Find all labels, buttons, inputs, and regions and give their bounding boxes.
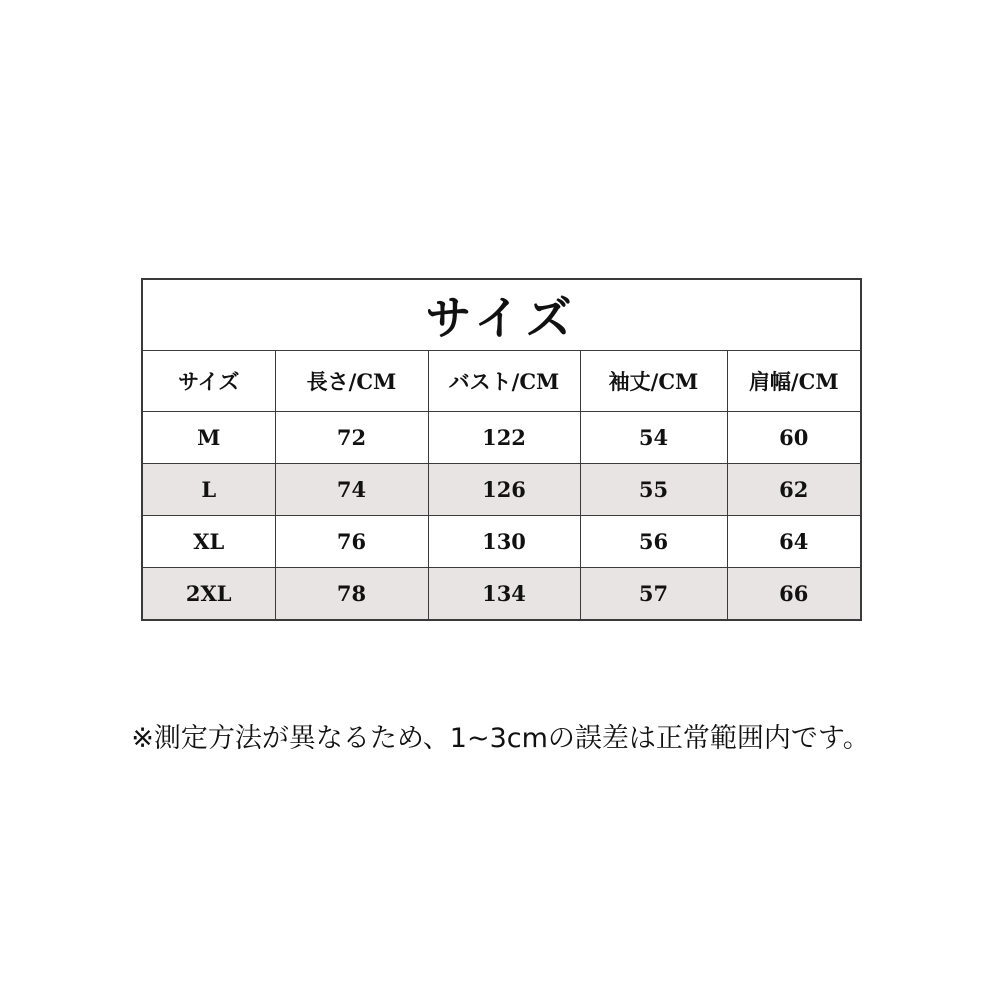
table-row: [142, 516, 861, 568]
measurement-note: ※測定方法が異なるため、1~3cmの誤差は正常範囲内です。: [131, 723, 870, 754]
cell-length: 74: [275, 464, 428, 516]
cell-bust: 134: [428, 568, 580, 621]
cell-length: 78: [275, 568, 428, 621]
cell-bust: 122: [428, 412, 580, 464]
cell-sleeve: 56: [580, 516, 727, 568]
cell-bust: 126: [428, 464, 580, 516]
header-length: 長さ/CM: [275, 351, 428, 412]
table-row: [142, 412, 861, 464]
cell-size: 2XL: [142, 568, 275, 621]
header-shoulder: 肩幅/CM: [727, 351, 861, 412]
header-size: サイズ: [142, 351, 275, 412]
cell-shoulder: 62: [727, 464, 861, 516]
header-bust: バスト/CM: [428, 351, 580, 412]
table-row: [142, 464, 861, 516]
cell-sleeve: 57: [580, 568, 727, 621]
cell-size: L: [142, 464, 275, 516]
header-sleeve: 袖丈/CM: [580, 351, 727, 412]
cell-shoulder: 64: [727, 516, 861, 568]
cell-size: M: [142, 412, 275, 464]
cell-shoulder: 66: [727, 568, 861, 621]
cell-length: 72: [275, 412, 428, 464]
table-header-row: [142, 351, 861, 412]
cell-sleeve: 55: [580, 464, 727, 516]
table-title-row: [142, 279, 861, 351]
table-title: サイズ: [142, 279, 861, 351]
cell-bust: 130: [428, 516, 580, 568]
cell-length: 76: [275, 516, 428, 568]
cell-size: XL: [142, 516, 275, 568]
table-row: [142, 568, 861, 621]
cell-shoulder: 60: [727, 412, 861, 464]
size-chart-table: [141, 278, 862, 621]
cell-sleeve: 54: [580, 412, 727, 464]
